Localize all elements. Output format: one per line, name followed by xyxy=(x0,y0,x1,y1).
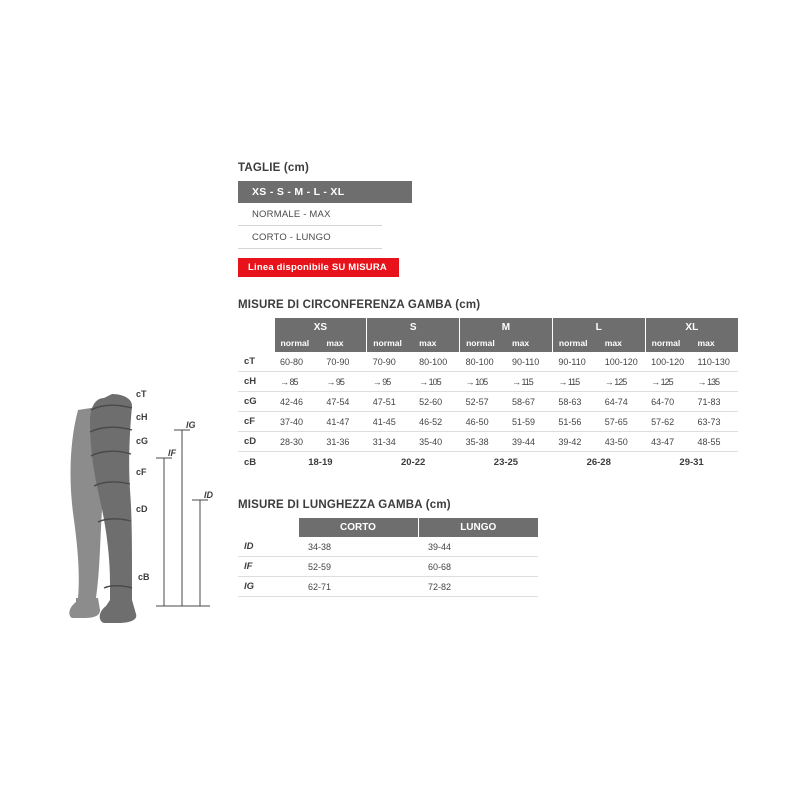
tables-column xyxy=(238,162,738,597)
cell-lF-corto: 52-59 xyxy=(298,557,418,577)
group-header-row xyxy=(238,318,738,336)
cell-cT-l-max: 100-120 xyxy=(599,352,645,372)
table-row xyxy=(238,537,538,557)
label-cT: cT xyxy=(136,389,147,399)
cell-cD-m-max: 39-44 xyxy=(506,432,552,452)
sub-header-xl-normal: normal xyxy=(645,336,691,352)
sub-header-m-normal: normal xyxy=(460,336,506,352)
cell-lG-corto: 62-71 xyxy=(298,577,418,597)
cell-cD-s-max: 35-40 xyxy=(413,432,459,452)
cell-cG-m-max: 58-67 xyxy=(506,392,552,412)
cell-cF-xs-normal: 37-40 xyxy=(274,412,320,432)
cell-cD-xl-normal: 43-47 xyxy=(645,432,691,452)
label-cD: cD xyxy=(136,504,148,514)
cell-cH-xl-normal: → 125 xyxy=(645,372,691,392)
cell-cD-xs-normal: 28-30 xyxy=(274,432,320,452)
sizes-bar: XS - S - M - L - XL xyxy=(238,181,412,203)
table-row xyxy=(238,412,738,432)
cell-cD-xs-max: 31-36 xyxy=(320,432,366,452)
cell-lG-lungo: 72-82 xyxy=(418,577,538,597)
cell-cG-xs-normal: 42-46 xyxy=(274,392,320,412)
cell-cT-m-normal: 80-100 xyxy=(460,352,506,372)
table-row xyxy=(238,392,738,412)
table-row xyxy=(238,577,538,597)
sub-header-xs-max: max xyxy=(320,336,366,352)
cell-cF-s-normal: 41-45 xyxy=(367,412,413,432)
row-label-cB: cB xyxy=(238,452,274,474)
table-row xyxy=(238,452,738,474)
cell-cB-xs: 18-19 xyxy=(274,452,367,474)
cell-cF-xl-normal: 57-62 xyxy=(645,412,691,432)
sub-header-s-max: max xyxy=(413,336,459,352)
cell-cD-xl-max: 48-55 xyxy=(692,432,738,452)
circumference-title: MISURE DI CIRCONFERENZA GAMBA (cm) xyxy=(238,299,481,311)
length-block xyxy=(238,499,738,597)
cell-cF-m-max: 51-59 xyxy=(506,412,552,432)
sub-header-l-normal: normal xyxy=(552,336,598,352)
sub-header-xl-max: max xyxy=(692,336,738,352)
cell-cB-xl: 29-31 xyxy=(645,452,738,474)
cell-cG-l-normal: 58-63 xyxy=(552,392,598,412)
group-header-l: L xyxy=(552,318,645,336)
cell-cH-xs-normal: → 85 xyxy=(274,372,320,392)
su-misura-badge: Linea disponibile SU MISURA xyxy=(238,258,399,277)
sizes-title: TAGLIE (cm) xyxy=(238,162,309,174)
group-header-s: S xyxy=(367,318,460,336)
label-cG: cG xyxy=(136,436,149,446)
cell-lD-lungo: 39-44 xyxy=(418,537,538,557)
cell-cD-m-normal: 35-38 xyxy=(460,432,506,452)
label-lF: lF xyxy=(168,448,176,458)
cell-lF-lungo: 60-68 xyxy=(418,557,538,577)
row-label-lF: lF xyxy=(238,557,298,577)
group-header-empty xyxy=(238,318,274,336)
cell-cG-xl-max: 71-83 xyxy=(692,392,738,412)
sub-header-l-max: max xyxy=(599,336,645,352)
row-label-cF: cF xyxy=(238,412,274,432)
cell-cH-m-normal: → 105 xyxy=(460,372,506,392)
sizes-block xyxy=(238,162,738,277)
table-row xyxy=(238,432,738,452)
length-header-lungo: LUNGO xyxy=(418,518,538,537)
cell-cT-xs-normal: 60-80 xyxy=(274,352,320,372)
cell-lD-corto: 34-38 xyxy=(298,537,418,557)
row-label-cG: cG xyxy=(238,392,274,412)
circumference-table xyxy=(238,318,738,473)
cell-cF-l-max: 57-65 xyxy=(599,412,645,432)
sub-header-xs-normal: normal xyxy=(274,336,320,352)
table-row xyxy=(238,372,738,392)
cell-cG-xl-normal: 64-70 xyxy=(645,392,691,412)
cell-cD-s-normal: 31-34 xyxy=(367,432,413,452)
cell-cG-l-max: 64-74 xyxy=(599,392,645,412)
cell-cH-s-max: → 105 xyxy=(413,372,459,392)
cell-cT-s-normal: 70-90 xyxy=(367,352,413,372)
leg-measurement-illustration xyxy=(60,370,230,630)
group-header-xl: XL xyxy=(645,318,738,336)
length-header-corto: CORTO xyxy=(298,518,418,537)
length-header-empty xyxy=(238,518,298,537)
table-row xyxy=(238,352,738,372)
cell-cF-xs-max: 41-47 xyxy=(320,412,366,432)
group-header-xs: XS xyxy=(274,318,367,336)
label-cH: cH xyxy=(136,412,148,422)
cell-cB-s: 20-22 xyxy=(367,452,460,474)
row-label-cD: cD xyxy=(238,432,274,452)
cell-cH-l-max: → 125 xyxy=(599,372,645,392)
cell-cH-xl-max: → 135 xyxy=(692,372,738,392)
cell-cT-l-normal: 90-110 xyxy=(552,352,598,372)
cell-cB-l: 26-28 xyxy=(552,452,645,474)
cell-cG-s-normal: 47-51 xyxy=(367,392,413,412)
cell-cF-xl-max: 63-73 xyxy=(692,412,738,432)
cell-cH-m-max: → 115 xyxy=(506,372,552,392)
table-row xyxy=(238,557,538,577)
cell-cD-l-normal: 39-42 xyxy=(552,432,598,452)
cell-cD-l-max: 43-50 xyxy=(599,432,645,452)
label-lG: lG xyxy=(186,420,196,430)
group-header-m: M xyxy=(460,318,553,336)
cell-cG-s-max: 52-60 xyxy=(413,392,459,412)
cell-cT-xs-max: 70-90 xyxy=(320,352,366,372)
cell-cT-xl-max: 110-130 xyxy=(692,352,738,372)
length-header-row xyxy=(238,518,538,537)
cell-cH-l-normal: → 115 xyxy=(552,372,598,392)
circumference-block xyxy=(238,299,738,473)
sizes-line-normale-max: NORMALE - MAX xyxy=(238,203,382,226)
cell-cG-xs-max: 47-54 xyxy=(320,392,366,412)
length-title: MISURE DI LUNGHEZZA GAMBA (cm) xyxy=(238,499,451,511)
cell-cT-xl-normal: 100-120 xyxy=(645,352,691,372)
sub-header-empty xyxy=(238,336,274,352)
sizes-line-corto-lungo: CORTO - LUNGO xyxy=(238,226,382,249)
label-lD: lD xyxy=(204,490,213,500)
cell-cF-l-normal: 51-56 xyxy=(552,412,598,432)
cell-cF-s-max: 46-52 xyxy=(413,412,459,432)
cell-cH-s-normal: → 95 xyxy=(367,372,413,392)
row-label-cT: cT xyxy=(238,352,274,372)
label-cF: cF xyxy=(136,467,147,477)
length-table xyxy=(238,518,538,597)
sub-header-s-normal: normal xyxy=(367,336,413,352)
row-label-lG: lG xyxy=(238,577,298,597)
cell-cG-m-normal: 52-57 xyxy=(460,392,506,412)
cell-cB-m: 23-25 xyxy=(460,452,553,474)
sub-header-m-max: max xyxy=(506,336,552,352)
cell-cF-m-normal: 46-50 xyxy=(460,412,506,432)
cell-cT-s-max: 80-100 xyxy=(413,352,459,372)
sub-header-row xyxy=(238,336,738,352)
row-label-cH: cH xyxy=(238,372,274,392)
row-label-lD: lD xyxy=(238,537,298,557)
cell-cH-xs-max: → 95 xyxy=(320,372,366,392)
cell-cT-m-max: 90-110 xyxy=(506,352,552,372)
label-cB: cB xyxy=(138,572,150,582)
